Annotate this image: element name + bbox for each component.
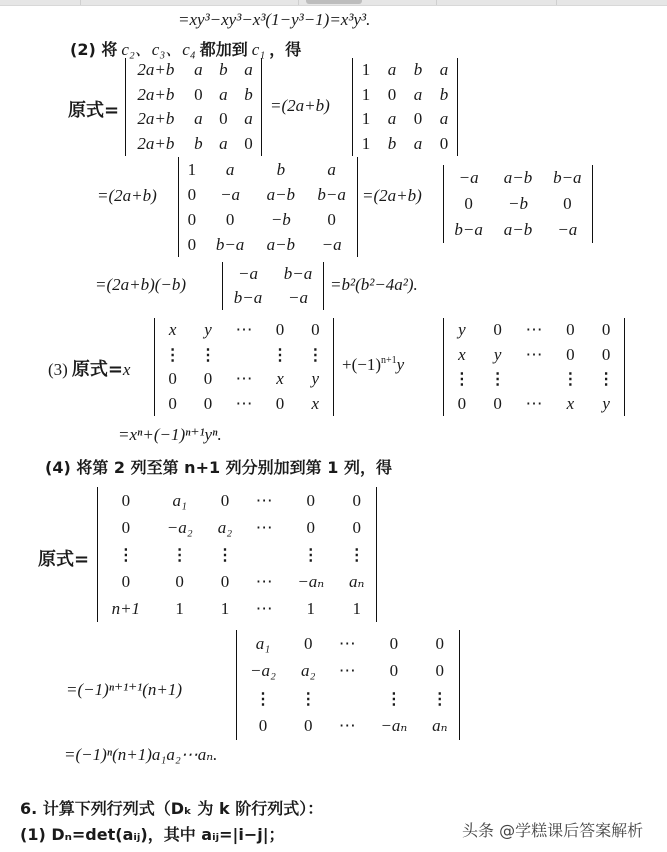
matrix-cell: b−a [553,168,582,187]
matrix-row [98,487,376,514]
matrix-cell: ⋮ [598,371,615,389]
matrix-cell: ⋯ [525,320,543,340]
matrix-row [237,630,459,658]
matrix-row [444,392,624,417]
matrix-row [98,541,376,568]
matrix-cell: 0 [352,490,361,510]
matrix-cell: 0 [566,320,575,340]
matrix-row [155,318,333,343]
matrix-cell: 0 [219,109,228,129]
matrix-cell: ⋮ [431,690,448,708]
matrix-row [179,182,357,207]
matrix-cell [327,685,367,713]
matrix-cell: b [244,84,253,104]
scroll-tick [80,0,81,5]
matrix-cell: b [413,60,423,80]
matrix-cell [244,541,284,568]
matrix-row [444,367,624,392]
matrix-cell: n+1 [111,598,141,618]
step-2-end: ，得 [269,40,302,59]
matrix-cell: ⋯ [525,344,543,364]
matrix-row [237,658,459,686]
matrix-cell: aₙ [349,571,365,591]
matrix-cell: b [194,133,203,153]
matrix-cell: ⋯ [255,598,273,618]
matrix-cell: 0 [203,393,213,413]
matrix-cell: a [327,159,336,179]
matrix-cell: a₁ [172,490,187,510]
matrix-cell: a [225,159,235,179]
matrix-cell: a [439,109,449,129]
matrix-cell: 0 [457,393,467,413]
matrix-cell: 0 [435,661,445,681]
matrix-row [353,83,457,108]
y-factor: y [396,355,405,374]
x-factor: x [122,360,131,379]
matrix-cell: 1 [352,598,361,618]
matrix-cell: 0 [493,320,502,340]
factor-neg-b: =(2a+b)(−b) [95,275,187,294]
matrix-cell: 0 [601,344,611,364]
matrix-cell: ⋯ [525,393,543,413]
matrix-cell: a [244,109,253,129]
matrix-cell: 0 [275,393,285,413]
matrix-cell: a [194,60,203,80]
matrix-row [444,318,624,343]
matrix-cell: 0 [203,369,213,389]
scrollbar-thumb[interactable] [306,0,362,4]
matrix-cell: 1 [361,84,371,104]
matrix-cell: 1 [306,598,316,618]
matrix-cell: a [387,109,397,129]
matrix-cell: 0 [306,490,316,510]
matrix-row [237,685,459,713]
matrix-cell: y [602,393,610,413]
matrix-cell: ⋮ [489,371,506,389]
matrix-row [223,286,323,310]
matrix-cell: −a [458,168,479,187]
matrix-cell: 0 [121,490,131,510]
question-6-part-1: (1) Dₙ=det(aᵢⱼ)，其中 aᵢⱼ=|i−j|； [20,825,285,844]
yuanshi-label: 原式= [68,100,120,121]
step-2-heading [70,35,301,60]
matrix-cell: 0 [244,133,253,153]
matrix-cell: ⋮ [200,346,217,364]
step-2-mid: 都加到 [199,40,248,59]
matrix-cell: ⋯ [255,571,273,591]
matrix-cell: 0 [566,344,575,364]
yuanshi-label: 原式= [38,549,90,570]
matrix-cell: 0 [220,490,230,510]
matrix-cell: b−a [283,264,313,283]
step-3-lhs [48,355,130,381]
matrix-cell: 0 [413,109,423,129]
sign-factor [342,355,404,375]
determinant-m4 [443,165,593,243]
matrix-row [353,107,457,132]
matrix-cell: a₂ [217,517,233,537]
matrix-cell: 0 [258,716,268,736]
matrix-cell: 0 [220,571,230,591]
matrix-cell: a−b [503,168,533,187]
plus-neg-one: +(−1) [342,355,381,374]
matrix-cell: 0 [175,571,184,591]
matrix-row [237,713,459,741]
matrix-row [179,232,357,257]
matrix-cell: aₙ [432,716,448,736]
matrix-cell: a [439,60,449,80]
matrix-row [98,514,376,541]
matrix-cell: 0 [389,661,399,681]
determinant-m9 [236,630,460,740]
matrix-cell: x [311,393,320,413]
matrix-cell: ⋯ [338,633,356,653]
matrix-cell: 0 [275,320,285,340]
matrix-row [223,262,323,286]
question-6-title: 6. 计算下列行列式（Dₖ 为 k 阶行列式）： [20,799,324,818]
matrix-cell: 2a+b [137,84,175,104]
matrix-cell [515,367,552,392]
matrix-cell: a₂ [300,661,316,681]
matrix-cell: 2a+b [137,133,175,153]
factor-2a-plus-b: =(2a+b) [97,186,157,205]
matrix-cell: ⋯ [235,369,253,389]
matrix-cell: a [194,109,203,129]
matrix-cell: x [566,393,575,413]
matrix-cell: b−a [454,220,483,239]
factor-2a-plus-b: =(2a+b) [270,96,330,115]
matrix-cell: ⋮ [302,546,319,564]
result-step-2: =b²(b²−4a²). [330,275,418,294]
matrix-cell: b−a [215,234,245,254]
matrix-cell: ⋯ [338,661,356,681]
matrix-cell: −a [220,184,241,204]
matrix-cell: ⋮ [164,346,181,364]
matrix-row [126,58,261,83]
determinant-m8 [97,487,377,622]
matrix-cell: y [458,320,466,340]
matrix-cell: a [219,84,228,104]
matrix-cell: 0 [187,209,197,229]
matrix-cell: 0 [121,571,131,591]
matrix-cell: b [276,159,286,179]
matrix-row [155,343,333,368]
step-3-label: (3) [48,360,68,379]
matrix-cell: 1 [175,598,184,618]
watermark: 头条 @学糕课后答案解析 [462,821,644,840]
matrix-cell: 0 [389,633,399,653]
matrix-cell: a−b [266,234,296,254]
matrix-cell: ⋮ [300,690,317,708]
matrix-row [179,207,357,232]
matrix-cell: ⋮ [307,346,324,364]
matrix-cell: −a [288,288,308,307]
matrix-cell: y [311,369,320,389]
matrix-cell: b [439,84,449,104]
result-step-3: =xⁿ+(−1)ⁿ⁺¹yⁿ. [118,425,222,444]
matrix-cell: 1 [187,159,197,179]
matrix-cell: 0 [168,369,177,389]
matrix-cell: ⋯ [255,490,273,510]
matrix-cell: 0 [493,393,502,413]
matrix-cell: 0 [563,194,572,213]
matrix-row [126,107,261,132]
matrix-cell: 0 [225,209,235,229]
matrix-cell: 0 [311,320,320,340]
matrix-cell: −a₂ [166,517,193,537]
matrix-cell: 2a+b [137,60,175,80]
matrix-cell: b [387,133,397,153]
matrix-cell: 0 [303,716,313,736]
matrix-cell: 0 [464,194,473,213]
matrix-cell: ⋮ [216,546,233,564]
matrix-row [444,217,592,243]
scroll-tick [556,0,557,5]
matrix-cell: a−b [503,220,533,239]
matrix-cell: 0 [352,517,361,537]
step-2-cols: c₂、c₃、c₄ [121,40,196,59]
matrix-cell: −a [321,234,342,254]
matrix-cell: y [493,344,502,364]
determinant-m2 [352,58,458,156]
matrix-cell: b−a [317,184,346,204]
matrix-row [444,165,592,191]
matrix-cell: 0 [435,633,445,653]
equation-line-1: =xy³−xy³−x³(1−y³−1)=x³y³. [178,10,371,29]
matrix-cell: −a [557,220,578,239]
matrix-cell: x [276,369,284,389]
matrix-cell: a [244,60,253,80]
matrix-cell: ⋮ [271,346,288,364]
matrix-cell [226,343,263,368]
matrix-cell: ⋮ [254,690,271,708]
matrix-row [126,132,261,157]
matrix-cell: ⋮ [562,371,579,389]
step-2-c1: c₁ [251,40,266,59]
matrix-cell: ⋯ [235,320,253,340]
determinant-m7 [443,318,625,416]
matrix-cell: 0 [194,84,203,104]
matrix-cell: −aₙ [297,571,325,591]
matrix-cell: 0 [327,209,336,229]
matrix-cell: 2a+b [137,109,175,129]
matrix-cell: a [413,84,423,104]
matrix-cell: −b [508,194,528,213]
matrix-row [444,343,624,368]
matrix-row [98,595,376,622]
matrix-cell: 0 [168,393,177,413]
result-step-4: =(−1)ⁿ(n+1)a₁a₂⋯aₙ. [64,745,218,764]
matrix-cell: a [387,60,397,80]
matrix-row [155,367,333,392]
matrix-cell: ⋯ [338,716,356,736]
matrix-row [126,83,261,108]
matrix-cell: x [168,320,177,340]
matrix-cell: 0 [387,84,397,104]
matrix-cell: 1 [361,109,371,129]
matrix-cell: a [413,133,423,153]
factor-step-4: =(−1)ⁿ⁺¹⁺¹(n+1) [66,680,183,699]
matrix-cell: −a [238,264,258,283]
matrix-cell: ⋮ [171,546,188,564]
top-scrollbar[interactable] [0,0,667,6]
exponent: n+1 [381,355,397,366]
matrix-row [353,58,457,83]
determinant-m5 [222,262,324,310]
matrix-cell: a₁ [255,633,271,653]
matrix-row [155,392,333,417]
matrix-cell: y [204,320,212,340]
yuanshi-label: 原式= [71,359,123,380]
matrix-cell: ⋯ [235,393,253,413]
scroll-tick [436,0,437,5]
matrix-cell: a−b [266,184,296,204]
determinant-m1 [125,58,262,156]
matrix-cell: 1 [361,60,371,80]
scroll-tick [298,0,299,5]
matrix-row [353,132,457,157]
matrix-cell: −a₂ [250,661,276,681]
matrix-cell: 0 [187,234,197,254]
matrix-cell: 0 [601,320,611,340]
matrix-cell: 0 [439,133,449,153]
matrix-cell: ⋯ [255,517,273,537]
matrix-cell: 1 [361,133,371,153]
matrix-cell: 0 [306,517,316,537]
matrix-row [98,568,376,595]
matrix-cell: b−a [233,288,263,307]
matrix-cell: ⋮ [348,546,365,564]
factor-2a-plus-b: =(2a+b) [362,186,422,205]
determinant-m3 [178,157,358,257]
matrix-cell: −aₙ [380,716,408,736]
matrix-row [179,157,357,182]
matrix-cell: b [219,60,228,80]
matrix-cell: 0 [303,633,313,653]
determinant-m6 [154,318,334,416]
matrix-cell: 0 [187,184,197,204]
matrix-cell: ⋮ [117,546,134,564]
matrix-cell: a [219,133,228,153]
matrix-cell: 0 [121,517,131,537]
step-2-label: (2) 将 [70,40,118,59]
matrix-cell: ⋮ [453,371,470,389]
matrix-row [444,191,592,217]
matrix-cell: x [458,344,466,364]
matrix-cell: 1 [220,598,230,618]
step-4-heading: (4) 将第 2 列至第 n+1 列分别加到第 1 列，得 [45,458,392,477]
matrix-cell: −b [270,209,291,229]
matrix-cell: ⋮ [385,690,402,708]
